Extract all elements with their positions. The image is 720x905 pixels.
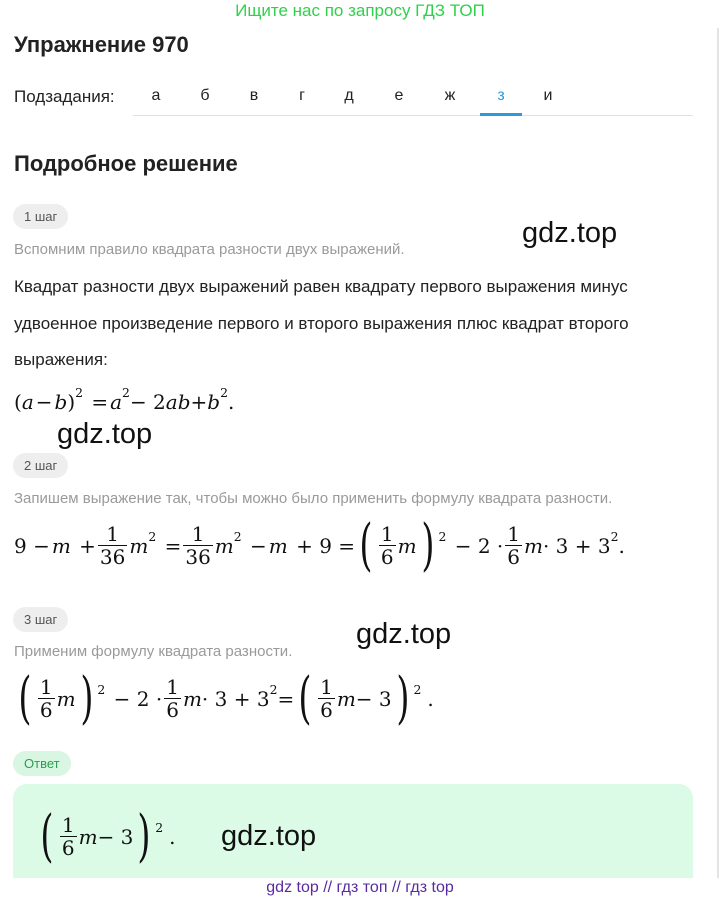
footer: gdz top // гдз топ // гдз top xyxy=(266,879,454,896)
subtask-tabs xyxy=(133,80,693,116)
step-1-text-line-2: удвоенное произведение первого и второго выражения плюс квадрат второго xyxy=(14,314,629,333)
step-3-hint: Применим формулу квадрата разности. xyxy=(14,643,293,660)
solution-title: Подробное решение xyxy=(14,151,238,176)
formula-step-2: 9 − m + $\frac{1}{36}$ m 2 = $\frac{1}{36}$ m 2 − m + 9 = ( $\frac{1}{6}$ m ) 2 − 2 · $\frac{1}{6}$ m · 3 + 3 2 . xyxy=(14,512,625,578)
step-1-text-line-3: выражения: xyxy=(14,350,108,369)
exercise-title: Упражнение 970 xyxy=(14,32,189,57)
tab-g[interactable]: г xyxy=(299,87,305,104)
step-1-hint: Вспомним правило квадрата разности двух выражений. xyxy=(14,241,405,258)
watermark: gdz.top xyxy=(522,217,618,249)
watermark: gdz.top xyxy=(356,618,452,650)
tab-v[interactable]: в xyxy=(249,87,259,104)
answer-formula: ( $\frac{1}{6}$ m − 3 ) 2 . xyxy=(40,803,176,869)
tab-d[interactable]: д xyxy=(344,87,354,104)
tab-zh[interactable]: ж xyxy=(444,87,456,104)
tab-a[interactable]: а xyxy=(151,87,161,104)
tab-z[interactable]: з xyxy=(480,80,522,116)
watermark: gdz.top xyxy=(57,418,153,450)
step-3-badge: 3 шаг xyxy=(13,607,68,632)
step-2-hint: Запишем выражение так, чтобы можно было применить формулу квадрата разности. xyxy=(14,490,613,507)
tab-b[interactable]: б xyxy=(200,87,210,104)
answer-badge: Ответ xyxy=(13,751,71,776)
subtasks-label: Подзадания: xyxy=(14,87,115,106)
watermark: gdz.top xyxy=(221,820,317,852)
formula-step-3: ( $\frac{1}{6}$ m ) 2 − 2 · $\frac{1}{6}$ m · 3 + 3 2 = ( $\frac{1}{6}$ m − 3 ) 2 . xyxy=(18,665,434,731)
right-divider xyxy=(717,28,719,878)
tab-i[interactable]: и xyxy=(543,87,553,104)
step-1-text-line-1: Квадрат разности двух выражений равен квадрату первого выражения минус xyxy=(14,277,628,296)
formula-square-of-difference: ( a − b ) 2 = a 2 − 2 ab + b 2 . xyxy=(14,384,235,414)
step-1-badge: 1 шаг xyxy=(13,204,68,229)
top-banner: Ищите нас по запросу ГДЗ ТОП xyxy=(235,1,485,20)
tab-e[interactable]: е xyxy=(394,87,404,104)
step-2-badge: 2 шаг xyxy=(13,453,68,478)
